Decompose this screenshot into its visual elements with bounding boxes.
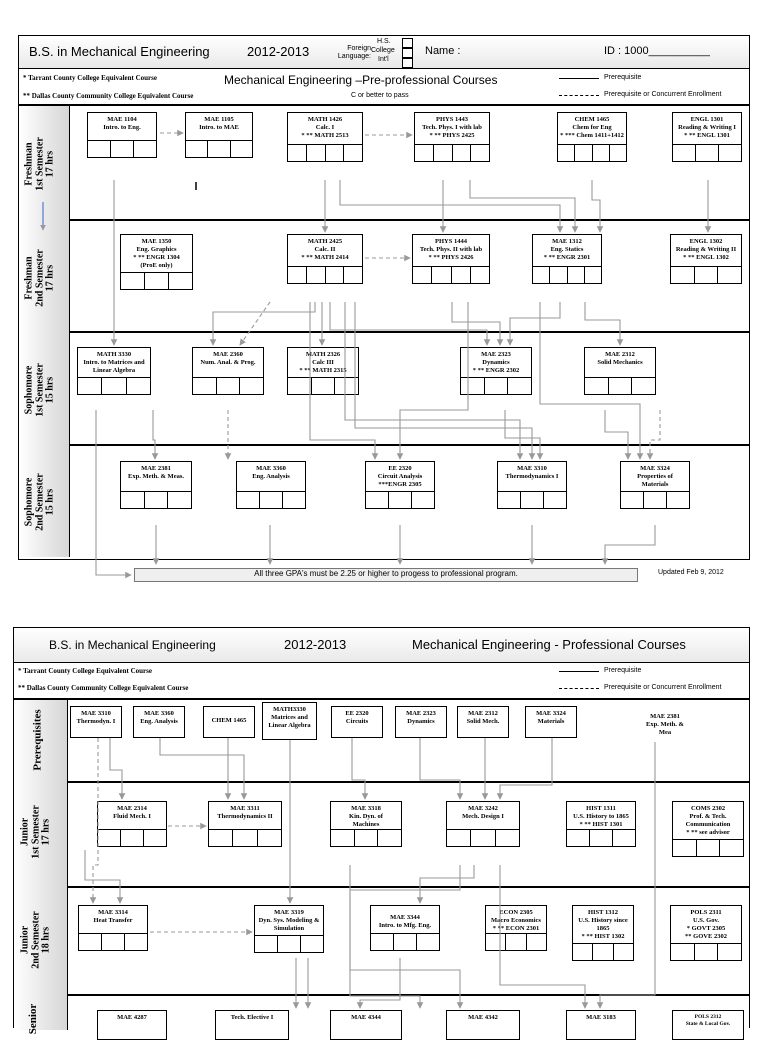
course-coms2302[interactable]: COMS 2302 Prof. & Tech. Communication * ** see advisor: [672, 801, 744, 857]
updated-date: Updated Feb 9, 2012: [658, 569, 724, 576]
course-math2326[interactable]: MATH 2326 Calc III * ** MATH 2315: [287, 347, 359, 395]
note-tarrant: * Tarrant County College Equivalent Course: [18, 667, 152, 675]
prereq-mae3360[interactable]: MAE 3360 Eng. Analysis: [133, 706, 185, 738]
row-label-junior-2: Junior 2nd Semester 18 hrs: [19, 911, 52, 969]
course-mae2381[interactable]: MAE 2381 Exp. Meth. & Meas.: [120, 461, 192, 509]
course-mae2323[interactable]: MAE 2323 Dynamics * ** ENGR 2302: [460, 347, 532, 395]
course-mae2312[interactable]: MAE 2312 Solid Mechanics: [584, 347, 656, 395]
note-dallas: ** Dallas County Community College Equivalent Course: [23, 92, 194, 100]
pass-note: C or better to pass: [351, 92, 409, 99]
prereq-mae2381[interactable]: MAE 2381 Exp. Meth. & Mea: [646, 713, 684, 737]
row-label-prerequisites: Prerequisites: [31, 709, 44, 771]
course-ee2320[interactable]: EE 2320 Circuit Analysis ***ENGR 2305: [365, 461, 435, 509]
course-tech-elective-1[interactable]: Tech. Elective I: [215, 1010, 289, 1040]
foreign-language-label: Foreign Language:: [337, 45, 371, 61]
prereq-chem1465[interactable]: CHEM 1465: [203, 706, 255, 738]
prereq-mae3310[interactable]: MAE 3310 Thermodyn. I: [70, 706, 122, 738]
course-mae3324[interactable]: MAE 3324 Properties of Materials: [620, 461, 690, 509]
year-label: 2012-2013: [247, 44, 310, 59]
prereq-mae2312[interactable]: MAE 2312 Solid Mech.: [457, 706, 509, 738]
course-mae2314[interactable]: MAE 2314 Fluid Mech. I: [97, 801, 167, 847]
sheet-subtitle: Mechanical Engineering –Pre-professional Courses: [224, 73, 498, 87]
row-label-freshman-2: Freshman 2nd Semester 17 hrs: [23, 249, 56, 307]
course-mae4287[interactable]: MAE 4287: [97, 1010, 167, 1040]
row-label-sophomore-1: Sophomore 1st Semester 15 hrs: [23, 363, 56, 417]
row-label-junior-1: Junior 1st Semester 17 hrs: [19, 805, 52, 859]
prereq-mae2323[interactable]: MAE 2323 Dynamics: [395, 706, 447, 738]
course-mae1312[interactable]: MAE 1312 Eng. Statics * ** ENGR 2301: [532, 234, 602, 284]
course-chem1465[interactable]: CHEM 1465 Chem for Eng * *** Chem 1411+1412: [557, 112, 627, 162]
degree-title: B.S. in Mechanical Engineering: [49, 638, 216, 652]
course-mae3183[interactable]: MAE 3183: [566, 1010, 636, 1040]
legend-prereq-label: Prerequisite: [604, 74, 642, 81]
legend-concurrent-label: Prerequisite or Concurrent Enrollment: [604, 684, 722, 691]
row-label-sophomore-2: Sophomore 2nd Semester 15 hrs: [23, 473, 56, 531]
course-mae3242[interactable]: MAE 3242 Mech. Design I: [446, 801, 520, 847]
course-mae1105[interactable]: MAE 1105 Intro. to MAE: [185, 112, 253, 158]
legend-concurrent-label: Prerequisite or Concurrent Enrollment: [604, 91, 722, 98]
course-engl1301[interactable]: ENGL 1301 Reading & Writing I * ** ENGL 1301: [672, 112, 742, 162]
course-mae1104[interactable]: MAE 1104 Intro. to Eng.: [87, 112, 157, 158]
course-mae1350[interactable]: MAE 1350 Eng. Graphics * ** ENGR 1304 (ProE only): [120, 234, 193, 290]
course-mae4342[interactable]: MAE 4342: [446, 1010, 520, 1040]
prereq-ee2320[interactable]: EE 2320 Circuits: [331, 706, 383, 738]
course-mae3319[interactable]: MAE 3319 Dyn. Sys. Modeling & Simulation: [254, 905, 324, 953]
prereq-arrows: [85, 738, 655, 1008]
course-mae3311[interactable]: MAE 3311 Thermodynamics II: [208, 801, 282, 847]
course-mae3310[interactable]: MAE 3310 Thermodynamics I: [497, 461, 567, 509]
option-intl: Int'l: [378, 56, 389, 63]
course-mae3314[interactable]: MAE 3314 Heat Transfer: [78, 905, 148, 951]
course-phys1443[interactable]: PHYS 1443 Tech. Phys. I with lab * ** PHYS 2425: [414, 112, 490, 162]
option-hs: H.S.: [377, 38, 391, 45]
course-mae3360[interactable]: MAE 3360 Eng. Analysis: [236, 461, 306, 509]
course-mae2360[interactable]: MAE 2360 Num. Anal. & Prog.: [192, 347, 264, 395]
course-pols2311[interactable]: POLS 2311 U.S. Gov. * GOVT 2305 ** GOVE 2302: [670, 905, 742, 961]
course-hist1312[interactable]: HIST 1312 U.S. History since 1865 * ** HIST 1302: [572, 905, 634, 961]
name-label: Name :: [425, 45, 461, 57]
course-phys1444[interactable]: PHYS 1444 Tech. Phys. II with lab * ** PHYS 2426: [412, 234, 490, 284]
course-mae4344[interactable]: MAE 4344: [330, 1010, 402, 1040]
course-math1426[interactable]: MATH 1426 Calc. I * ** MATH 2513: [287, 112, 363, 162]
course-pols2312[interactable]: POLS 2312 State & Local Gov.: [672, 1010, 744, 1040]
sheet-subtitle: Mechanical Engineering - Professional Courses: [412, 637, 686, 652]
course-econ2305[interactable]: ECON 2305 Macro Economics * ** ECON 2301: [485, 905, 547, 951]
course-mae3344[interactable]: MAE 3344 Intro. to Mfg. Eng.: [370, 905, 440, 951]
degree-title: B.S. in Mechanical Engineering: [29, 44, 210, 59]
course-engl1302[interactable]: ENGL 1302 Reading & Writing II * ** ENGL 1302: [670, 234, 742, 284]
note-tarrant: * Tarrant County College Equivalent Course: [23, 74, 157, 82]
legend-prereq-label: Prerequisite: [604, 667, 642, 674]
row-label-freshman-1: Freshman 1st Semester 17 hrs: [23, 137, 56, 191]
prereq-math3330[interactable]: MATH3330 Matrices and Linear Algebra: [262, 702, 317, 740]
course-mae3318[interactable]: MAE 3318 Kin. Dyn. of Machines: [330, 801, 402, 847]
course-math2425[interactable]: MATH 2425 Calc. II * ** MATH 2414: [287, 234, 363, 284]
course-math3330[interactable]: MATH 3330 Intro. to Matrices and Linear Algebra: [77, 347, 151, 395]
row-label-senior: Senior: [27, 1003, 39, 1035]
option-college: College: [371, 47, 395, 54]
id-label: ID : 1000__________: [604, 45, 710, 57]
year-label: 2012-2013: [284, 637, 347, 652]
gpa-note: All three GPA's must be 2.25 or higher to progess to professional program.: [134, 568, 638, 582]
course-hist1311[interactable]: HIST 1311 U.S. History to 1865 * ** HIST 1301: [566, 801, 636, 847]
prereq-mae3324[interactable]: MAE 3324 Materials: [525, 706, 577, 738]
note-dallas: ** Dallas County Community College Equivalent Course: [18, 684, 189, 692]
